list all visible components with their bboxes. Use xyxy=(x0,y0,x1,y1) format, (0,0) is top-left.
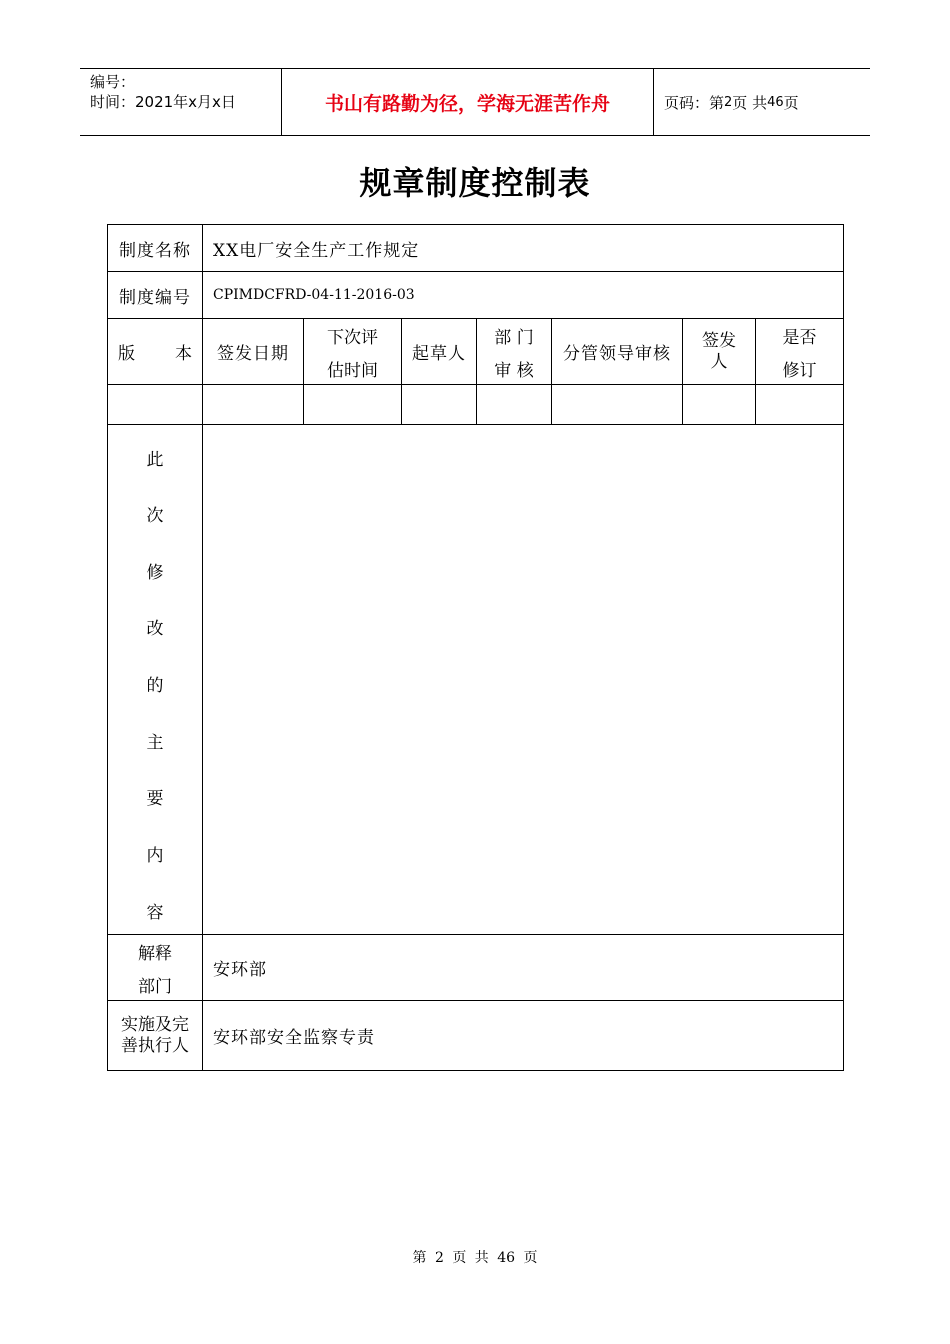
number-label: 编号： xyxy=(90,73,136,91)
drafter-header: 起草人 xyxy=(402,319,477,385)
revised-a: 是否 xyxy=(782,327,817,348)
interp-label-a: 解释 xyxy=(138,943,172,964)
page-prefix: 页码：第 xyxy=(664,93,725,112)
control-table xyxy=(107,224,844,1071)
page-number: 2 xyxy=(724,94,733,110)
next-eval-header xyxy=(304,319,402,385)
footer-prefix: 第 xyxy=(412,1250,427,1266)
dept-review-b: 审 核 xyxy=(494,360,534,381)
vertical-char: 改 xyxy=(146,619,164,640)
table-row-empty xyxy=(108,385,844,425)
table-row xyxy=(108,272,844,319)
header-page-info xyxy=(654,69,870,135)
revised-header xyxy=(756,319,844,385)
empty-cell xyxy=(683,385,756,425)
footer-mid: 页 共 xyxy=(452,1250,489,1266)
empty-cell xyxy=(304,385,402,425)
page-footer xyxy=(0,1247,950,1267)
vertical-char: 容 xyxy=(146,902,164,923)
interp-label-b: 部门 xyxy=(138,976,172,997)
empty-cell xyxy=(108,385,203,425)
next-eval-b: 估时间 xyxy=(327,360,378,381)
header-motto: 书山有路勤为径，学海无涯苦作舟 xyxy=(282,69,654,135)
exec-label-a: 实施及完 xyxy=(121,1014,189,1035)
vertical-char: 修 xyxy=(146,562,164,583)
footer-suffix: 页 xyxy=(523,1250,538,1266)
page-mid: 页 共 xyxy=(732,93,768,112)
page-total: 46 xyxy=(767,94,784,110)
version-label-a: 版 xyxy=(118,344,135,364)
exec-value: 安环部安全监察专责 xyxy=(203,1001,844,1071)
name-label: 制度名称 xyxy=(108,225,203,272)
table-row xyxy=(108,1001,844,1071)
revised-b: 修订 xyxy=(782,360,817,381)
empty-cell xyxy=(552,385,683,425)
signer-header xyxy=(683,319,756,385)
exec-label xyxy=(108,1001,203,1071)
interp-value: 安环部 xyxy=(203,935,844,1001)
empty-cell xyxy=(203,385,304,425)
time-label: 时间：2021年x月x日 xyxy=(90,93,236,111)
footer-page-number: 2 xyxy=(434,1250,444,1266)
main-content-value xyxy=(203,425,844,935)
next-eval-a: 下次评 xyxy=(327,327,378,348)
exec-label-b: 善执行人 xyxy=(121,1035,189,1056)
table-row xyxy=(108,225,844,272)
signer-a: 签发 xyxy=(702,330,736,351)
table-row xyxy=(108,935,844,1001)
page-title: 规章制度控制表 xyxy=(359,164,591,202)
table-row xyxy=(108,425,844,935)
empty-cell xyxy=(402,385,477,425)
vertical-char: 次 xyxy=(146,506,164,527)
table-row xyxy=(108,319,844,385)
page-suffix: 页 xyxy=(783,93,799,112)
vertical-char: 内 xyxy=(146,845,164,866)
dept-review-a: 部 门 xyxy=(494,327,534,348)
name-value: XX电厂安全生产工作规定 xyxy=(203,225,844,272)
version-header xyxy=(108,319,203,385)
leader-review-header: 分管领导审核 xyxy=(552,319,683,385)
vertical-char: 要 xyxy=(146,789,164,810)
header-meta xyxy=(80,69,282,135)
vertical-char: 此 xyxy=(146,449,164,470)
vertical-char: 的 xyxy=(146,676,164,696)
main-content-label xyxy=(108,425,203,935)
sign-date-header: 签发日期 xyxy=(203,319,304,385)
footer-page-total: 46 xyxy=(497,1250,516,1266)
interp-label xyxy=(108,935,203,1001)
dept-review-header xyxy=(477,319,552,385)
empty-cell xyxy=(477,385,552,425)
signer-b: 人 xyxy=(710,351,728,372)
code-label: 制度编号 xyxy=(108,272,203,319)
version-label-b: 本 xyxy=(175,344,192,364)
page-header xyxy=(80,68,870,136)
code-value: CPIMDCFRD-04-11-2016-03 xyxy=(203,272,844,319)
vertical-char: 主 xyxy=(146,732,164,753)
empty-cell xyxy=(756,385,844,425)
